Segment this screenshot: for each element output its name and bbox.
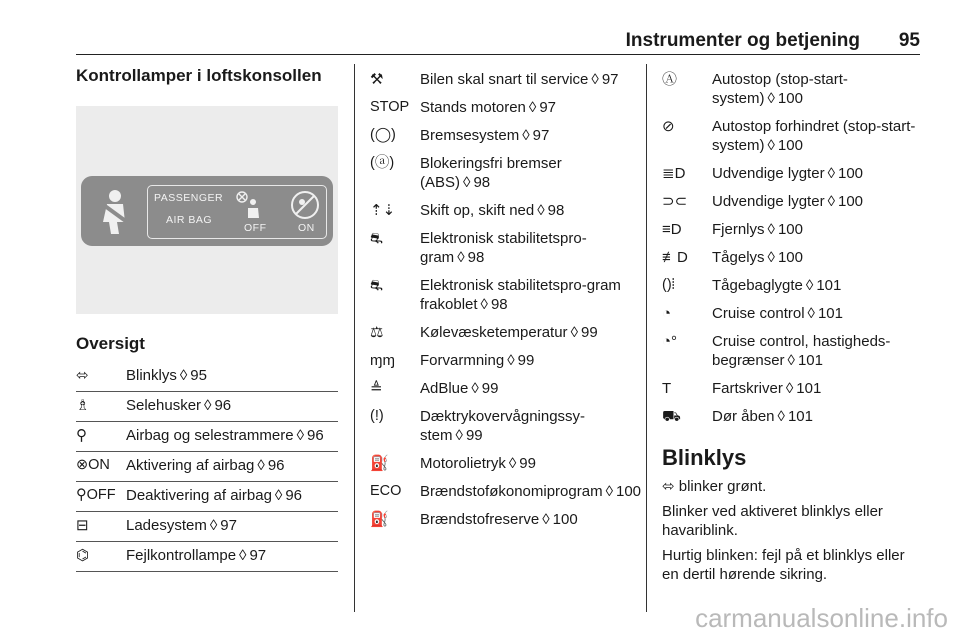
page-ref-arrow-icon: ◊ (471, 380, 479, 397)
esp-icon: ⛐ (370, 230, 383, 247)
autostop-icon: Ⓐ (662, 71, 678, 88)
indicator-entry (662, 113, 924, 160)
page-ref-arrow-icon: ◊ (827, 165, 835, 182)
page-header (76, 30, 920, 55)
indicator-entry (76, 362, 338, 392)
page-reference[interactable]: 96 (307, 427, 324, 444)
page-reference[interactable]: 100 (777, 249, 803, 266)
overview-title: Oversigt (76, 334, 145, 353)
adblue-icon: ≜ (370, 380, 383, 397)
indicator-label: Brændstofreserve (420, 511, 540, 528)
blinklys-heading: Blinklys (662, 445, 747, 470)
indicator-description (420, 154, 632, 192)
page-reference[interactable]: 100 (552, 511, 578, 528)
page-ref-arrow-icon: ◊ (767, 249, 775, 266)
indicator-list-3 (662, 66, 924, 431)
page-ref-arrow-icon: ◊ (605, 483, 613, 500)
page-reference[interactable]: 100 (616, 483, 642, 500)
indicator-label: Tågelys (712, 249, 765, 266)
page-ref-arrow-icon: ◊ (296, 427, 304, 444)
tachograph-icon: T (662, 380, 672, 397)
page-ref-arrow-icon: ◊ (457, 249, 465, 266)
indicator-description (420, 510, 632, 529)
indicator-label: Deaktivering af airbag (126, 487, 272, 504)
airbag-icon: ⚲ (76, 427, 87, 444)
indicator-label: Udvendige lygter (712, 165, 825, 182)
indicator-description (420, 276, 632, 314)
indicator-label: Forvarmning (420, 352, 505, 369)
indicator-description (420, 126, 632, 145)
page-reference[interactable]: 96 (285, 487, 303, 504)
page-reference[interactable]: 101 (817, 305, 843, 322)
page-ref-arrow-icon: ◊ (455, 427, 463, 444)
page-ref-arrow-icon: ◊ (827, 193, 835, 210)
page-reference[interactable]: 99 (519, 455, 536, 472)
page-ref-arrow-icon: ◊ (785, 380, 794, 397)
eco-icon: ECO (370, 483, 402, 499)
indicator-description (712, 379, 924, 398)
indicator-entry (76, 482, 338, 512)
page-reference[interactable]: 99 (517, 352, 535, 369)
indicator-description (712, 304, 924, 323)
page-reference[interactable]: 100 (777, 137, 803, 154)
indicator-label: Dæktrykovervågningssy-stem (420, 408, 586, 444)
high-beam-icon: ≡D (662, 221, 682, 238)
page-reference[interactable]: 100 (777, 221, 803, 238)
indicator-entry (76, 512, 338, 542)
page-reference[interactable]: 97 (532, 127, 550, 144)
turn-signal-icon: ⬄ (662, 478, 675, 495)
indicator-entry (370, 375, 632, 403)
engine-icon: ⌬ (76, 547, 90, 564)
page-ref-arrow-icon: ◊ (767, 137, 775, 154)
airbag-label: AIR BAG (166, 214, 213, 226)
indicator-entry (662, 403, 924, 431)
page-reference[interactable]: 101 (797, 352, 823, 369)
tyre-pressure-icon: (!) (370, 408, 384, 424)
page-reference[interactable]: 100 (777, 90, 803, 107)
column-divider-1 (354, 64, 355, 612)
airbag-off-icon: ⚲OFF (76, 487, 116, 503)
fuel-icon: ⛽ (370, 511, 389, 528)
seatbelt-icon: ♗ (76, 397, 90, 414)
airbag-off-icon (234, 190, 264, 220)
indicator-label: Brændstoføkonomiprogram (420, 483, 603, 500)
turn-signal-icon: ⬄ (76, 367, 89, 384)
indicator-label: Autostop forhindret (stop-start-system) (712, 118, 916, 154)
page-reference[interactable]: 97 (220, 517, 237, 534)
autostop-off-icon: ⊘ (662, 118, 675, 135)
indicator-label: Selehusker (126, 397, 202, 414)
indicator-description (712, 332, 924, 370)
indicator-description (126, 456, 338, 475)
indicator-label: Cruise control (712, 305, 805, 322)
page-reference[interactable]: 95 (190, 367, 207, 384)
indicator-label: Elektronisk stabilitetspro-gram (420, 230, 587, 266)
indicator-entry (662, 244, 924, 272)
brake-icon: (◯) (370, 127, 396, 143)
page-ref-arrow-icon: ◊ (537, 202, 545, 219)
blinklys-line1-text: blinker grønt. (678, 478, 767, 495)
page-reference[interactable]: 97 (601, 71, 619, 88)
blinklys-line1 (662, 477, 924, 496)
page-ref-arrow-icon: ◊ (507, 352, 515, 369)
preheat-icon: ɱɱ (370, 352, 395, 369)
battery-icon: ⊟ (76, 517, 89, 534)
indicator-entry (662, 300, 924, 328)
indicator-label: Bilen skal snart til service (420, 71, 589, 88)
passenger-airbag-box (147, 185, 327, 239)
page-ref-arrow-icon: ◊ (777, 408, 785, 425)
indicator-description (126, 546, 338, 565)
indicator-label: Fejlkontrollampe (126, 547, 237, 564)
indicator-label: Tågebaglygte (712, 277, 803, 294)
indicator-description (712, 248, 924, 267)
indicator-entry (370, 225, 632, 272)
indicator-entry (370, 197, 632, 225)
indicator-entry (662, 160, 924, 188)
page-reference[interactable]: 98 (490, 296, 508, 313)
indicator-description (126, 426, 338, 445)
indicator-list-2 (370, 66, 642, 534)
page-ref-arrow-icon: ◊ (805, 277, 814, 294)
indicator-description (420, 323, 632, 342)
indicator-description (126, 396, 338, 415)
indicator-label: Skift op, skift ned (420, 202, 535, 219)
esp-off-icon: ⛐ (370, 277, 383, 294)
indicator-label: Bremsesystem (420, 127, 520, 144)
section-title: Kontrollamper i loftskonsollen (76, 66, 322, 85)
indicator-description (712, 407, 924, 426)
column-divider-2 (646, 64, 647, 612)
page-reference[interactable]: 97 (249, 547, 267, 564)
indicator-entry (662, 328, 924, 375)
exterior-light-icon: ≣D (662, 165, 686, 182)
abs-icon: (ⓐ) (370, 155, 395, 171)
indicator-label: Aktivering af airbag (126, 457, 255, 474)
indicator-description (420, 482, 641, 501)
page-ref-arrow-icon: ◊ (179, 367, 188, 384)
indicator-description (420, 407, 632, 445)
indicator-description (420, 454, 632, 473)
page-ref-arrow-icon: ◊ (528, 99, 537, 116)
indicator-entry (370, 66, 632, 94)
page-ref-arrow-icon: ◊ (767, 221, 775, 238)
indicator-description (712, 220, 924, 239)
indicator-label: Motorolietryk (420, 455, 506, 472)
indicator-entry (662, 216, 924, 244)
seatbelt-icon (95, 188, 135, 234)
page-ref-arrow-icon: ◊ (463, 174, 471, 191)
indicator-label: Airbag og selestrammere (126, 427, 294, 444)
indicator-entry (76, 392, 338, 422)
indicator-description (420, 379, 632, 398)
blinklys-para1: Blinker ved aktiveret blinklys eller havariblink. (662, 503, 883, 539)
page-ref-arrow-icon: ◊ (257, 457, 265, 474)
page-reference[interactable]: 96 (214, 397, 232, 414)
page-ref-arrow-icon: ◊ (522, 127, 530, 144)
airbag-indicator-panel (81, 176, 333, 246)
passenger-label: PASSENGER (154, 192, 224, 204)
indicator-label: Elektronisk stabilitetspro-gram frakoblet (420, 277, 621, 313)
page-ref-arrow-icon: ◊ (209, 517, 218, 534)
indicator-entry (370, 150, 632, 197)
column-3 (662, 66, 924, 590)
shift-icon: ⇡⇣ (370, 202, 396, 219)
fog-light-icon: ≢D (662, 249, 688, 266)
rear-fog-icon: ()⦙ (662, 277, 675, 293)
indicator-description (126, 366, 338, 385)
overview-list (76, 362, 338, 572)
indicator-entry (370, 122, 632, 150)
door-open-icon: ⛟ (662, 408, 681, 425)
page-ref-arrow-icon: ◊ (570, 324, 578, 341)
page-reference[interactable]: 98 (547, 202, 565, 219)
indicator-label: Autostop (stop-start-system) (712, 71, 848, 107)
column-2 (370, 66, 642, 534)
page-reference[interactable]: 98 (467, 249, 485, 266)
indicator-entry (370, 347, 632, 375)
page-reference[interactable]: 98 (473, 174, 491, 191)
indicator-label: Blokeringsfri bremser (ABS) (420, 155, 562, 191)
airbag-on-icon (290, 190, 320, 220)
indicator-entry (662, 272, 924, 300)
page-ref-arrow-icon: ◊ (807, 305, 815, 322)
indicator-label: AdBlue (420, 380, 469, 397)
indicator-entry (370, 450, 632, 478)
indicator-entry (370, 403, 632, 450)
page-ref-arrow-icon: ◊ (204, 397, 212, 414)
indicator-entry (370, 272, 632, 319)
coolant-icon: ⚖ (370, 324, 384, 341)
indicator-description (420, 229, 632, 267)
page-reference[interactable]: 100 (838, 165, 864, 182)
page-ref-arrow-icon: ◊ (787, 352, 795, 369)
indicator-label: Cruise control, hastigheds-begrænser (712, 333, 891, 369)
indicator-entry (370, 478, 642, 506)
page-number: 95 (898, 30, 920, 51)
indicator-label: Stands motoren (420, 99, 526, 116)
page-ref-arrow-icon: ◊ (480, 296, 488, 313)
page-reference[interactable]: 99 (580, 324, 598, 341)
watermark: carmanualsonline.info (695, 603, 948, 633)
page-reference[interactable]: 101 (787, 408, 813, 425)
indicator-description (712, 164, 924, 183)
indicator-description (126, 486, 338, 505)
oil-pressure-icon: ⛽ (370, 455, 389, 472)
blinklys-para2: Hurtig blinken: fejl på et blinklys eller en dertil hørende sikring. (662, 547, 905, 583)
page-reference[interactable]: 96 (267, 457, 285, 474)
header-title: Instrumenter og betjening (625, 30, 860, 51)
indicator-description (712, 70, 924, 108)
page-reference[interactable]: 99 (481, 380, 499, 397)
airbag-on-icon: ⊗ON (76, 457, 110, 473)
page-reference[interactable]: 97 (539, 99, 557, 116)
page-ref-arrow-icon: ◊ (239, 547, 247, 564)
indicator-label: Fartskriver (712, 380, 783, 397)
stop-icon: STOP (370, 99, 410, 115)
indicator-description (420, 70, 632, 89)
page-ref-arrow-icon: ◊ (274, 487, 283, 504)
indicator-label: Udvendige lygter (712, 193, 825, 210)
indicator-entry (662, 375, 924, 403)
page-ref-arrow-icon: ◊ (542, 511, 550, 528)
indicator-entry (76, 542, 338, 572)
indicator-entry (76, 452, 338, 482)
indicator-label: Fjernlys (712, 221, 765, 238)
sidelight-icon: ⊃⊂ (662, 193, 688, 210)
off-label: OFF (244, 222, 267, 234)
indicator-description (712, 192, 924, 211)
page-reference[interactable]: 101 (796, 380, 822, 397)
indicator-description (420, 98, 632, 117)
indicator-label: Kølevæsketemperatur (420, 324, 568, 341)
indicator-description (420, 351, 632, 370)
page-reference[interactable]: 100 (838, 193, 864, 210)
column-1 (76, 66, 338, 572)
page-ref-arrow-icon: ◊ (591, 71, 599, 88)
page-reference[interactable]: 99 (465, 427, 483, 444)
indicator-label: Dør åben (712, 408, 775, 425)
indicator-description (420, 201, 632, 220)
indicator-entry (370, 94, 632, 122)
indicator-description (712, 117, 924, 155)
indicator-label: Ladesystem (126, 517, 207, 534)
indicator-entry (662, 188, 924, 216)
page-ref-arrow-icon: ◊ (767, 90, 775, 107)
overhead-console-photo (76, 106, 338, 314)
page-ref-arrow-icon: ◊ (508, 455, 517, 472)
on-label: ON (298, 222, 315, 234)
page-reference[interactable]: 101 (816, 277, 842, 294)
indicator-description (712, 276, 924, 295)
indicator-description (126, 516, 338, 535)
cruise-limiter-icon: ◔° (662, 333, 678, 350)
wrench-icon: ⚒ (370, 71, 384, 88)
cruise-icon: ◔ (662, 305, 672, 322)
indicator-entry (370, 506, 632, 534)
indicator-entry (76, 422, 338, 452)
indicator-label: Blinklys (126, 367, 177, 384)
indicator-entry (370, 319, 632, 347)
indicator-entry (662, 66, 924, 113)
